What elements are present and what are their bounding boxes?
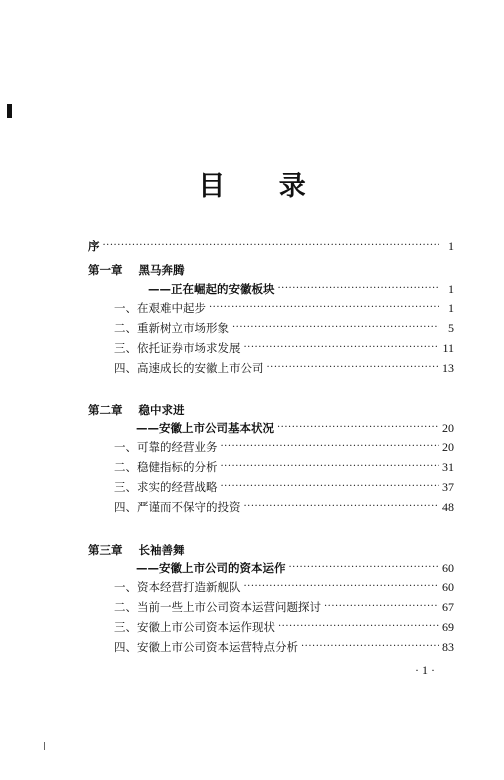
page-number: · 1 · (415, 663, 435, 677)
leader-dots (301, 639, 439, 655)
toc-entry-label: 四、安徽上市公司资本运营特点分析 (114, 640, 298, 654)
leader-dots (221, 479, 440, 495)
toc-entry-page: 1 (448, 301, 454, 315)
leader-dots (244, 499, 440, 515)
leader-dots (244, 340, 440, 356)
toc-entry-page: 67 (442, 600, 454, 614)
leader-dots (244, 579, 440, 595)
chapter-name: 黑马奔腾 (138, 263, 185, 277)
page-title (0, 164, 504, 203)
toc-entry (88, 599, 454, 615)
toc-entry-label: 四、严谨而不保守的投资 (114, 500, 241, 514)
leader-dots (277, 420, 439, 436)
toc-entry-label: 二、当前一些上市公司资本运营问题探讨 (114, 600, 321, 614)
chapter-name: 稳中求进 (138, 403, 185, 417)
toc-entry (88, 499, 454, 515)
leader-dots (232, 320, 439, 336)
toc-entry-chapter-subtitle (88, 281, 454, 297)
chapter-subtitle: ——安徽上市公司基本状况 (136, 421, 274, 435)
toc-entry-page: 69 (442, 620, 454, 634)
toc-entry-preface (88, 238, 454, 254)
chapter-heading (88, 402, 454, 418)
toc-entry-page: 60 (442, 561, 454, 575)
chapter-heading (88, 262, 454, 278)
leader-dots (278, 619, 439, 635)
leader-dots (278, 281, 440, 297)
toc-entry (88, 300, 454, 316)
toc-entry (88, 639, 454, 655)
toc-entry (88, 479, 454, 495)
chapter-number: 第一章 (88, 263, 123, 277)
toc-entry-label: 一、资本经营打造新舰队 (114, 580, 241, 594)
chapter-subtitle: ——正在崛起的安徽板块 (148, 282, 275, 296)
toc-entry-page: 31 (442, 460, 454, 474)
leader-dots (209, 300, 439, 316)
toc-entry-page: 20 (442, 421, 454, 435)
toc-entry-label: 三、依托证券市场求发展 (114, 341, 241, 355)
toc-entry-label: 四、高速成长的安徽上市公司 (114, 361, 264, 375)
toc-entry-label: 一、可靠的经营业务 (114, 440, 218, 454)
toc-entry-page: 37 (442, 480, 454, 494)
toc-entry (88, 320, 454, 336)
chapter-name: 长袖善舞 (138, 543, 185, 557)
toc-entry-page: 11 (442, 341, 454, 355)
toc-entry-label: 序 (88, 239, 100, 253)
toc-entry-page: 13 (442, 361, 454, 375)
leader-dots (221, 459, 440, 475)
toc-entry-label: 二、重新树立市场形象 (114, 321, 229, 335)
toc-entry (88, 459, 454, 475)
chapter-number: 第二章 (88, 403, 123, 417)
toc-entry-page: 1 (448, 239, 454, 253)
chapter-subtitle: ——安徽上市公司的资本运作 (136, 561, 286, 575)
leader-dots (221, 439, 440, 455)
toc-entry-page: 83 (442, 640, 454, 654)
margin-mark (7, 104, 12, 118)
toc-entry (88, 439, 454, 455)
leader-dots (267, 360, 440, 376)
toc-entry-page: 20 (442, 440, 454, 454)
toc-entry-page: 1 (448, 282, 454, 296)
title-char-1: 目 (198, 171, 226, 202)
toc-entry-chapter-subtitle (88, 560, 454, 576)
toc-entry-label: 一、在艰难中起步 (114, 301, 206, 315)
title-char-2: 录 (278, 171, 306, 202)
scan-mark (44, 742, 45, 750)
leader-dots (324, 599, 439, 615)
leader-dots (103, 238, 440, 254)
toc-entry-chapter-subtitle (88, 420, 454, 436)
toc-entry (88, 619, 454, 635)
toc-entry (88, 579, 454, 595)
toc-entry (88, 360, 454, 376)
leader-dots (289, 560, 440, 576)
toc-entry-label: 三、安徽上市公司资本运作现状 (114, 620, 275, 634)
toc-entry (88, 340, 454, 356)
toc-entry-page: 60 (442, 580, 454, 594)
toc-entry-label: 三、求实的经营战略 (114, 480, 218, 494)
chapter-heading (88, 542, 454, 558)
toc-entry-page: 48 (442, 500, 454, 514)
toc-entry-page: 5 (448, 321, 454, 335)
chapter-number: 第三章 (88, 543, 123, 557)
toc-entry-label: 二、稳健指标的分析 (114, 460, 218, 474)
